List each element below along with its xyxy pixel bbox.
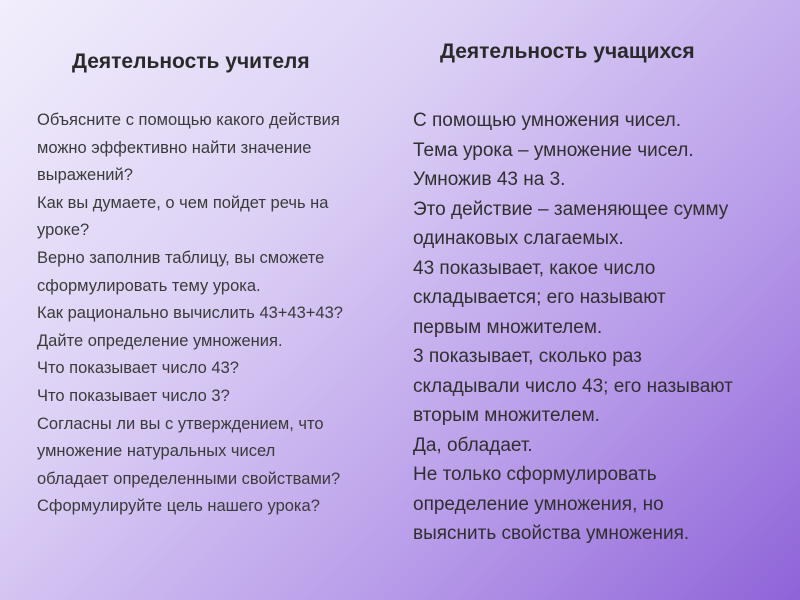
student-line: первым множителем.: [413, 316, 603, 338]
teacher-line: Согласны ли вы с утверждением, что: [37, 414, 324, 433]
student-line: С помощью умножения чисел.: [413, 110, 682, 131]
student-line: Умножив 43 на 3.: [413, 169, 566, 190]
student-line: одинаковых слагаемых.: [413, 228, 624, 249]
teacher-activity-list: [37, 107, 343, 521]
teacher-line: Объясните с помощью какого действия: [37, 111, 340, 129]
student-line: 3 показывает, сколько раз: [413, 346, 642, 367]
teacher-line: Как вы думаете, о чем пойдет речь на: [37, 193, 329, 212]
student-line: 43 показывает, какое число: [413, 257, 656, 279]
student-activity-list: [413, 106, 733, 549]
teacher-line: выражений?: [37, 166, 133, 185]
student-line: складывали число 43; его называют: [413, 375, 733, 397]
teacher-line: Верно заполнив таблицу, вы сможете: [37, 248, 325, 267]
student-line: складывается; его называют: [413, 287, 666, 308]
teacher-activity-title: Деятельность учителя: [72, 50, 310, 73]
teacher-line: Что показывает число 43?: [37, 359, 239, 378]
teacher-line: умножение натуральных чисел: [37, 442, 276, 461]
student-activity-title: Деятельность учащихся: [440, 40, 695, 63]
teacher-line: Сформулируйте цель нашего урока?: [37, 497, 320, 516]
teacher-line: Дайте определение умножения.: [37, 331, 283, 350]
student-line: Тема урока – умножение чисел.: [413, 139, 694, 161]
student-line: вторым множителем.: [413, 405, 600, 426]
student-line: определение умножения, но: [413, 493, 664, 515]
student-line: Не только сформулировать: [413, 464, 657, 485]
teacher-line: можно эффективно найти значение: [37, 138, 312, 157]
student-line: выяснить свойства умножения.: [413, 523, 690, 544]
teacher-line: обладает определенными свойствами?: [37, 469, 341, 488]
teacher-line: сформулировать тему урока.: [37, 276, 261, 295]
student-line: Да, обладает.: [413, 434, 533, 456]
teacher-line: Что показывает число 3?: [37, 386, 230, 405]
teacher-line: уроке?: [37, 221, 90, 240]
student-line: Это действие – заменяющее сумму: [413, 198, 729, 220]
teacher-line: Как рационально вычислить 43+43+43?: [37, 304, 343, 323]
